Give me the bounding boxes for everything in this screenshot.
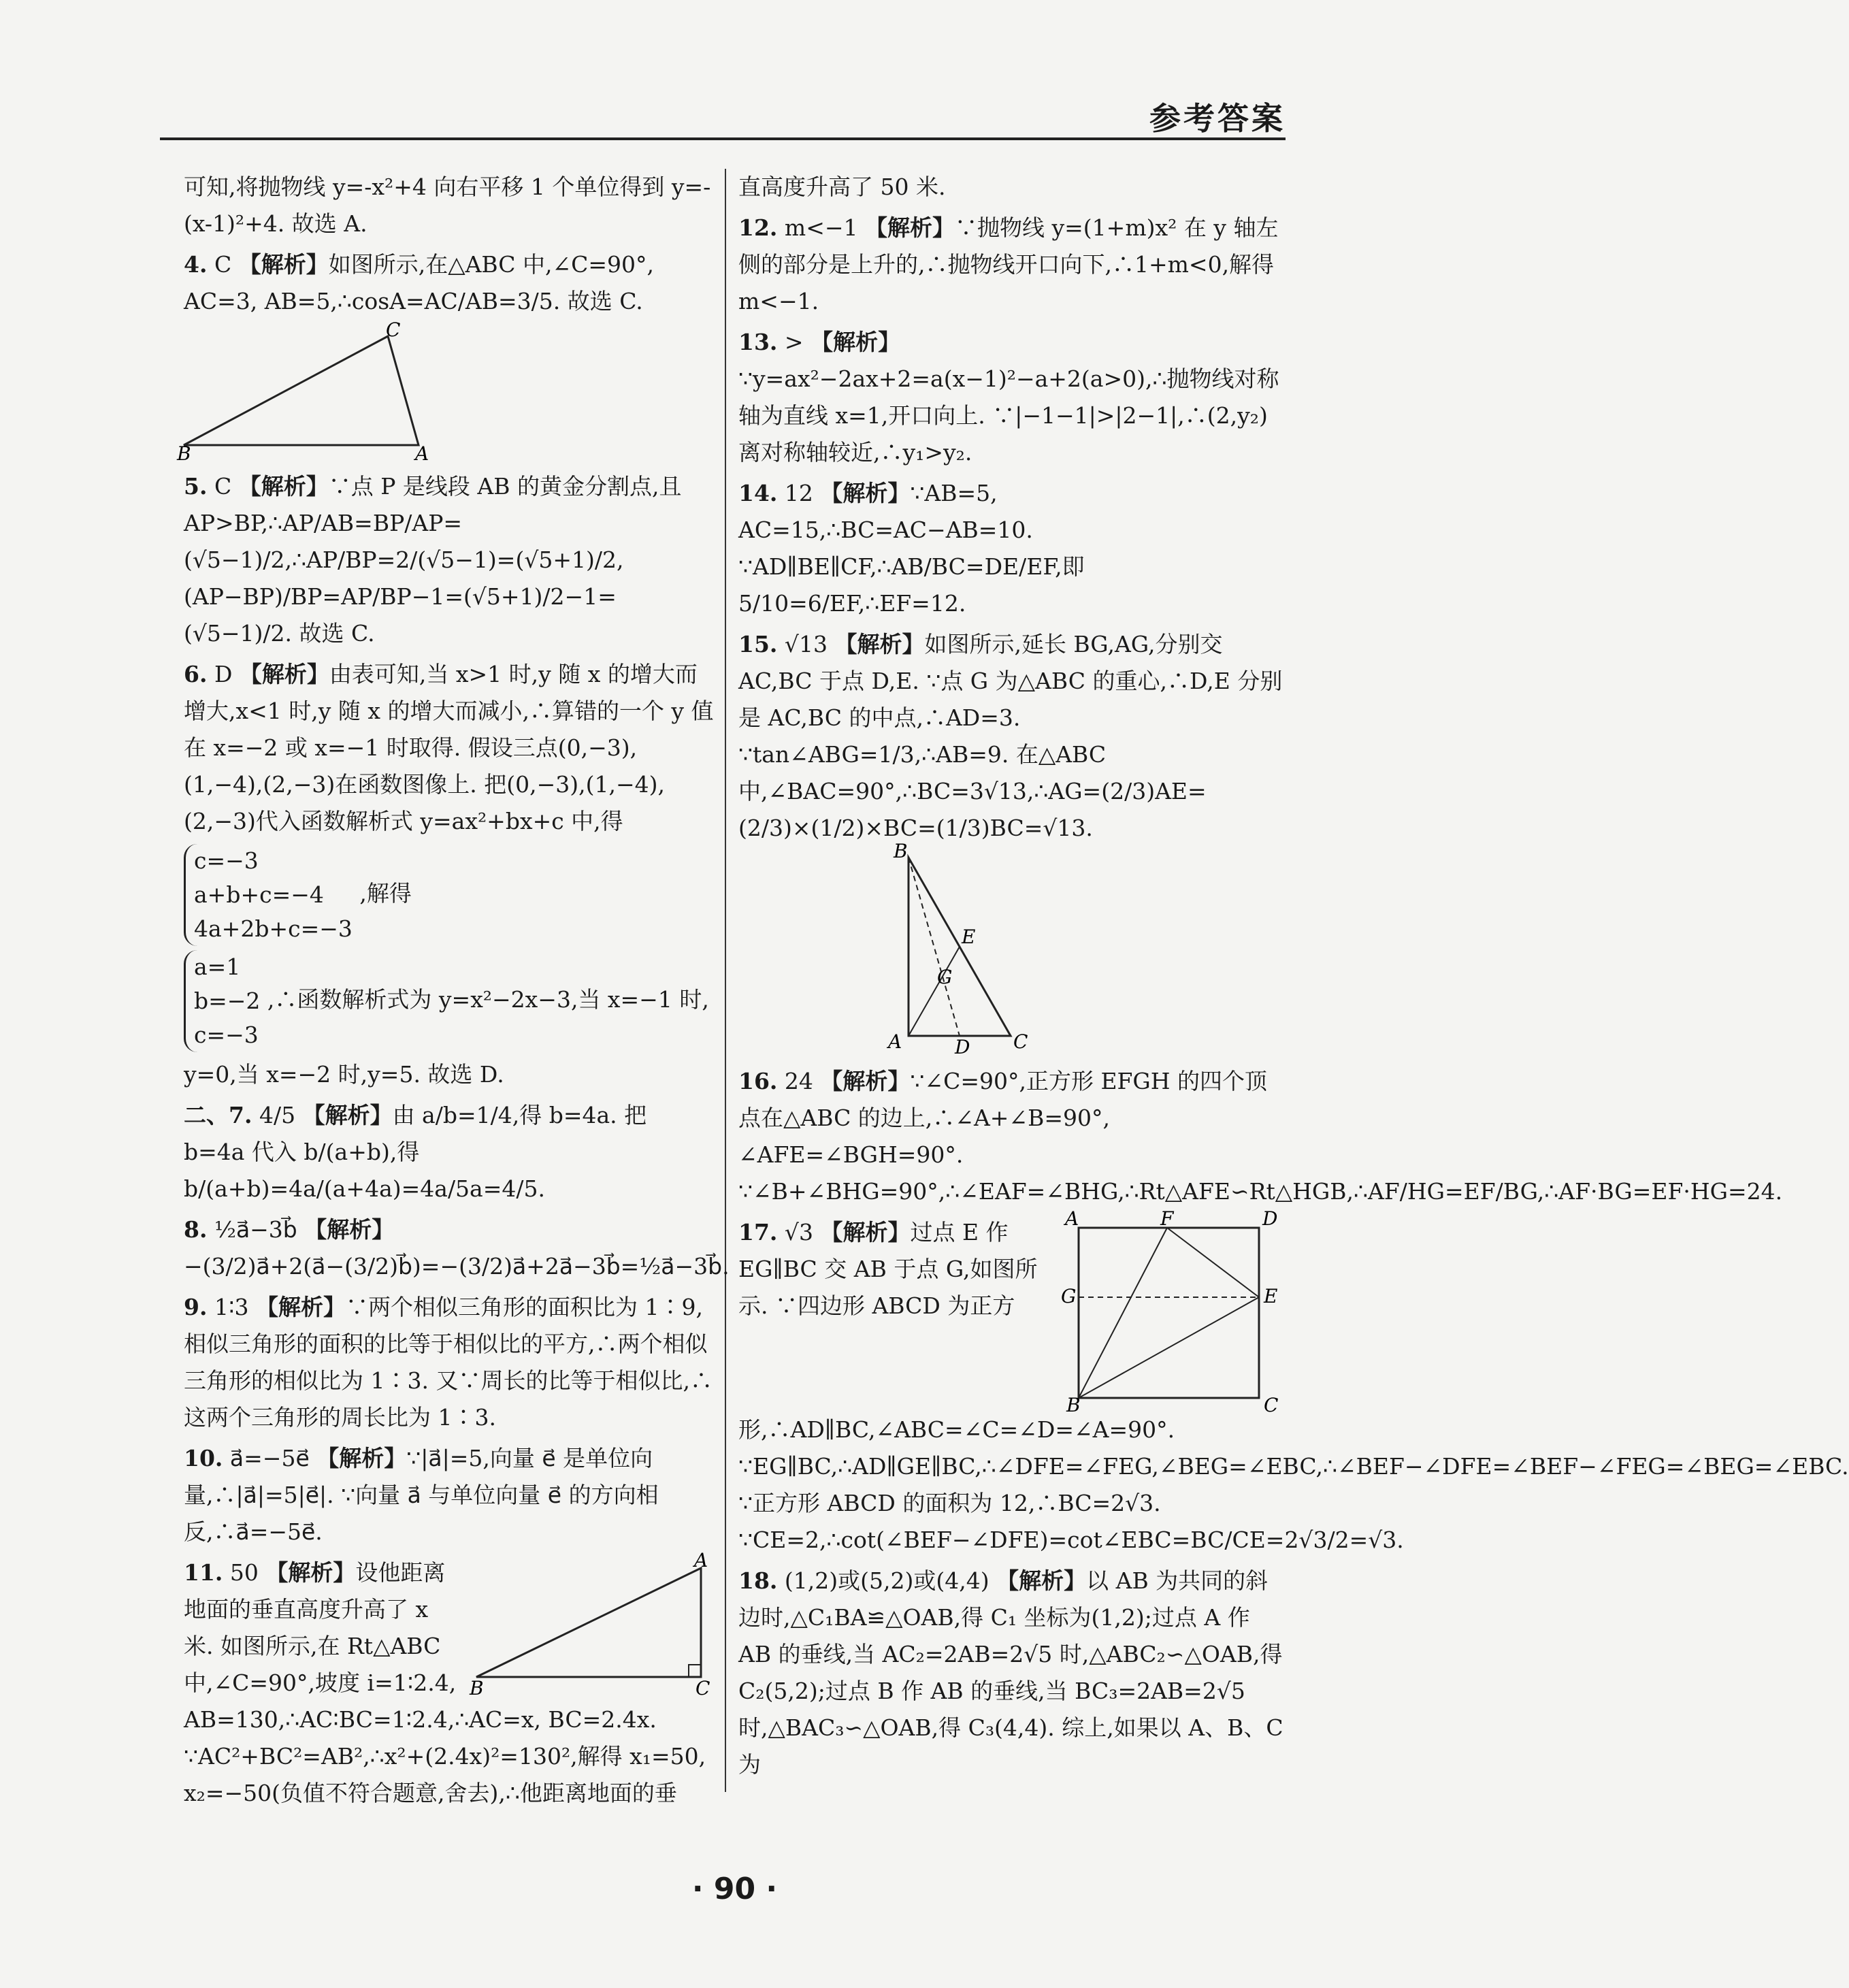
- item-answer: 24: [784, 1068, 813, 1094]
- analysis-tag: 【解析】: [238, 251, 329, 278]
- header-rule: [160, 137, 1286, 140]
- item-text: ∵y=ax²−2ax+2=a(x−1)²−a+2(a>0),∴抛物线对称轴为直线 x=1,开口向上. ∵|−1−1|>|2−1|,∴(2,y₂)离对称轴较近,∴y₁>y₂.: [738, 365, 1279, 466]
- label-c: C: [696, 1677, 710, 1699]
- item-number: 4.: [184, 251, 208, 278]
- label-g: G: [937, 966, 953, 988]
- item-number: 14.: [738, 480, 778, 506]
- analysis-tag: 【解析】: [239, 661, 329, 687]
- answer-item-16: [738, 1063, 1783, 1210]
- triangle-abc: [184, 336, 419, 445]
- figure-q11-slope-triangle: [470, 1549, 715, 1699]
- analysis-tag: 【解析】: [834, 631, 925, 657]
- label-b: B: [1066, 1394, 1081, 1416]
- answer-item-17: [738, 1207, 1849, 1559]
- analysis-tag: 【解析】: [302, 1102, 393, 1128]
- equation-system-block: [184, 950, 715, 1052]
- item-number: 16.: [738, 1068, 778, 1094]
- item-answer: 1∶3: [214, 1294, 249, 1320]
- item-number: 二、7.: [184, 1102, 252, 1128]
- analysis-tag: 【解析】: [820, 480, 911, 506]
- connector-text: ,解得: [359, 880, 412, 907]
- item-text: 过点 E 作 EG∥BC 交 AB 于点 G,如图所示. ∵四边形 ABCD 为正方形,∴AD∥BC,∠ABC=∠C=∠D=∠A=90°. ∵EG∥BC,∴AD∥GE∥BC,∴∠DFE=∠FEG,∠BEG=∠EBC,∴∠BEF−∠DFE=∠BEF−∠FEG=∠BEG=∠EBC. ∵正方形 ABCD 的面积为 12,∴BC=2√3. ∵CE=2,∴cot(∠BEF−∠DFE)=cot∠EBC=BC/CE=2√3/2=√3.: [738, 1219, 1849, 1553]
- analysis-tag: 【解析】: [256, 1294, 346, 1320]
- item-number: 15.: [738, 631, 778, 657]
- label-c: C: [1264, 1394, 1279, 1416]
- triangle-abc: [476, 1568, 701, 1677]
- column-divider: [725, 169, 726, 1792]
- figure-q17-square: [1058, 1207, 1290, 1416]
- label-d: D: [1262, 1207, 1278, 1230]
- analysis-tag: 【解析】: [820, 1068, 911, 1094]
- label-d: D: [955, 1036, 970, 1058]
- label-a: A: [1065, 1207, 1079, 1230]
- label-c: C: [386, 319, 401, 341]
- answer-item-9: [184, 1289, 715, 1436]
- item-number: 13.: [738, 329, 778, 355]
- item-answer: 4/5: [259, 1102, 296, 1128]
- item-number: 8.: [184, 1216, 208, 1243]
- median-ae: [909, 947, 960, 1036]
- equation-system-2: [184, 950, 260, 1052]
- label-a: A: [415, 442, 429, 465]
- item-number: 9.: [184, 1294, 208, 1320]
- item-text: −(3/2)a⃗+2(a⃗−(3/2)b⃗)=−(3/2)a⃗+2a⃗−3b⃗=½a⃗−3b⃗.: [184, 1253, 730, 1280]
- equation-line: a+b+c=−4: [194, 881, 324, 908]
- item-answer: ½a⃗−3b⃗: [214, 1216, 297, 1243]
- item-number: 10.: [184, 1445, 223, 1471]
- equation-line: c=−3: [194, 1022, 259, 1048]
- item-text: 以 AB 为共同的斜边时,△C₁BA≌△OAB,得 C₁ 坐标为(1,2);过点 A 作 AB 的垂线,当 AC₂=2AB=2√5 时,△ABC₂∽△OAB,得 C₂(5,2);过点 B 作 AB 的垂线,当 BC₃=2AB=2√5 时,△BAC₃∽△OAB,得 C₃(4,4). 综上,如果以 A、B、C 为: [738, 1567, 1283, 1778]
- label-b: B: [894, 840, 908, 862]
- item-answer: C: [214, 251, 232, 278]
- equation-line: 4a+2b+c=−3: [194, 915, 353, 942]
- segment-fe: [1167, 1228, 1259, 1297]
- item-number: 18.: [738, 1567, 778, 1594]
- item-answer: >: [784, 329, 804, 355]
- item-number: 11.: [184, 1559, 223, 1586]
- figure-q15-centroid: [881, 840, 1433, 1058]
- left-column: [177, 169, 730, 1816]
- item-answer: 50: [229, 1559, 259, 1586]
- analysis-tag: 【解析】: [820, 1219, 911, 1245]
- label-a: A: [694, 1549, 708, 1571]
- item-number: 17.: [738, 1219, 778, 1245]
- label-f: F: [1160, 1207, 1174, 1230]
- answer-item-10: [184, 1440, 715, 1550]
- analysis-tag: 【解析】: [811, 329, 901, 355]
- item-text: ∵AB=5, AC=15,∴BC=AC−AB=10. ∵AD∥BE∥CF,∴AB/BC=DE/EF,即 5/10=6/EF,∴EF=12.: [738, 480, 1085, 617]
- item-number: 6.: [184, 661, 208, 687]
- item-answer: D: [214, 661, 233, 687]
- answer-item-6: [184, 656, 715, 1093]
- label-e: E: [962, 926, 976, 948]
- item-number: 5.: [184, 473, 208, 500]
- answer-item-13: [738, 324, 1290, 471]
- item-text: ∵抛物线 y=(1+m)x² 在 y 轴左侧的部分是上升的,∴抛物线开口向下,∴1+m<0,解得 m<−1.: [738, 214, 1279, 314]
- item-text: ∵|a⃗|=5,向量 e⃗ 是单位向量,∴|a⃗|=5|e⃗|. ∵向量 a⃗ 与单位向量 e⃗ 的方向相反,∴a⃗=−5e⃗.: [184, 1445, 659, 1545]
- item-text-tail: y=0,当 x=−2 时,y=5. 故选 D.: [184, 1061, 504, 1088]
- answer-item-7: [184, 1097, 715, 1207]
- item-text: 如图所示,在△ABC 中,∠C=90°, AC=3, AB=5,∴cosA=AC/AB=3/5. 故选 C.: [184, 251, 655, 314]
- item-answer: 12: [784, 480, 813, 506]
- label-g: G: [1061, 1285, 1077, 1307]
- item-answer: (1,2)或(5,2)或(4,4): [784, 1567, 989, 1594]
- equation-line: b=−2: [194, 988, 261, 1014]
- item-text: 由表可知,当 x>1 时,y 随 x 的增大而增大,x<1 时,y 随 x 的增大而减小,∴算错的一个 y 值在 x=−2 或 x=−1 时取得. 假设三点(0,−3),(1,−4),(2,−3)在函数图像上. 把(0,−3),(1,−4),(2,−3)代入函数解析式 y=ax²+bx+c 中,得: [184, 661, 714, 834]
- page-number: · 90 ·: [691, 1872, 778, 1906]
- segment-be: [1079, 1297, 1259, 1398]
- item-text: ∵∠C=90°,正方形 EFGH 的四个顶点在△ABC 的边上,∴∠A+∠B=90°, ∠AFE=∠BGH=90°. ∵∠B+∠BHG=90°,∴∠EAF=∠BHG,∴Rt△AFE∽Rt△HGB,∴AF/HG=EF/BG,∴AF·BG=EF·HG=24.: [738, 1068, 1783, 1205]
- answer-item-11: [184, 1549, 715, 1812]
- paragraph-continuation: 可知,将抛物线 y=-x²+4 向右平移 1 个单位得到 y=-(x-1)²+4. 故选 A.: [184, 174, 711, 237]
- item-text: 设他距离地面的垂直高度升高了 x 米. 如图所示,在 Rt△ABC 中,∠C=90°,坡度 i=1∶2.4, AB=130,∴AC∶BC=1∶2.4,∴AC=x, BC=2.4x. ∵AC²+BC²=AB²,∴x²+(2.4x)²=130²,解得 x₁=50, x₂=−50(负值不符合题意,舍去),∴他距离地面的垂: [184, 1559, 706, 1806]
- segment-bf: [1079, 1228, 1167, 1398]
- equation-system-1: [184, 844, 353, 946]
- answer-item-8: [184, 1211, 730, 1285]
- equation-line: c=−3: [194, 847, 259, 874]
- answer-item-12: [738, 210, 1290, 320]
- analysis-tag: 【解析】: [316, 1445, 407, 1471]
- page-header-title: 参考答案: [1149, 100, 1286, 137]
- label-c: C: [1013, 1030, 1028, 1053]
- median-bd: [909, 858, 960, 1036]
- analysis-tag: 【解析】: [304, 1216, 395, 1243]
- equation-line: a=1: [194, 954, 241, 980]
- item-number: 12.: [738, 214, 778, 241]
- right-angle-mark: [689, 1665, 701, 1677]
- label-b: B: [177, 442, 191, 465]
- label-a: A: [888, 1030, 902, 1053]
- right-column: [738, 169, 1849, 1787]
- analysis-tag: 【解析】: [265, 1559, 356, 1586]
- item-text: ∵点 P 是线段 AB 的黄金分割点,且 AP>BP,∴AP/AB=BP/AP=(√5−1)/2,∴AP/BP=2/(√5−1)=(√5+1)/2, (AP−BP)/BP=AP/BP−1=(√5+1)/2−1=(√5−1)/2. 故选 C.: [184, 473, 682, 647]
- figure-q4-triangle: [177, 319, 715, 465]
- paragraph-continuation: 直高度升高了 50 米.: [738, 174, 946, 200]
- item-text: 由 a/b=1/4,得 b=4a. 把 b=4a 代入 b/(a+b),得 b/(a+b)=4a/(a+4a)=4a/5a=4/5.: [184, 1102, 647, 1202]
- answer-item-15: [738, 626, 1290, 847]
- answer-item-4: [184, 246, 715, 320]
- item-answer: m<−1: [784, 214, 858, 241]
- equation-system-block: [184, 844, 715, 946]
- item-answer: √13: [784, 631, 828, 657]
- item-text: ∵两个相似三角形的面积比为 1∶9,相似三角形的面积的比等于相似比的平方,∴两个相似三角形的相似比为 1∶3. 又∵周长的比等于相似比,∴这两个三角形的周长比为 1∶3.: [184, 1294, 713, 1431]
- item-answer: a⃗=−5e⃗: [229, 1445, 310, 1471]
- analysis-tag: 【解析】: [865, 214, 955, 241]
- label-b: B: [470, 1677, 484, 1699]
- analysis-tag: 【解析】: [996, 1567, 1087, 1594]
- label-e: E: [1264, 1285, 1278, 1307]
- item-text: 如图所示,延长 BG,AG,分别交 AC,BC 于点 D,E. ∵点 G 为△ABC 的重心,∴D,E 分别是 AC,BC 的中点,∴AD=3. ∵tan∠ABG=1/3,∴AB=9. 在△ABC 中,∠BAC=90°,∴BC=3√13,∴AG=(2/3)AE=(2/3)×(1/2)×BC=(1/3)BC=√13.: [738, 631, 1283, 841]
- connector-text: ,∴函数解析式为 y=x²−2x−3,当 x=−1 时,: [267, 986, 709, 1013]
- analysis-tag: 【解析】: [238, 473, 329, 500]
- answer-item-14: [738, 475, 1290, 622]
- item-answer: √3: [784, 1219, 813, 1245]
- answer-item-18: [738, 1563, 1290, 1783]
- answer-item-5: [184, 468, 715, 652]
- item-answer: C: [214, 473, 232, 500]
